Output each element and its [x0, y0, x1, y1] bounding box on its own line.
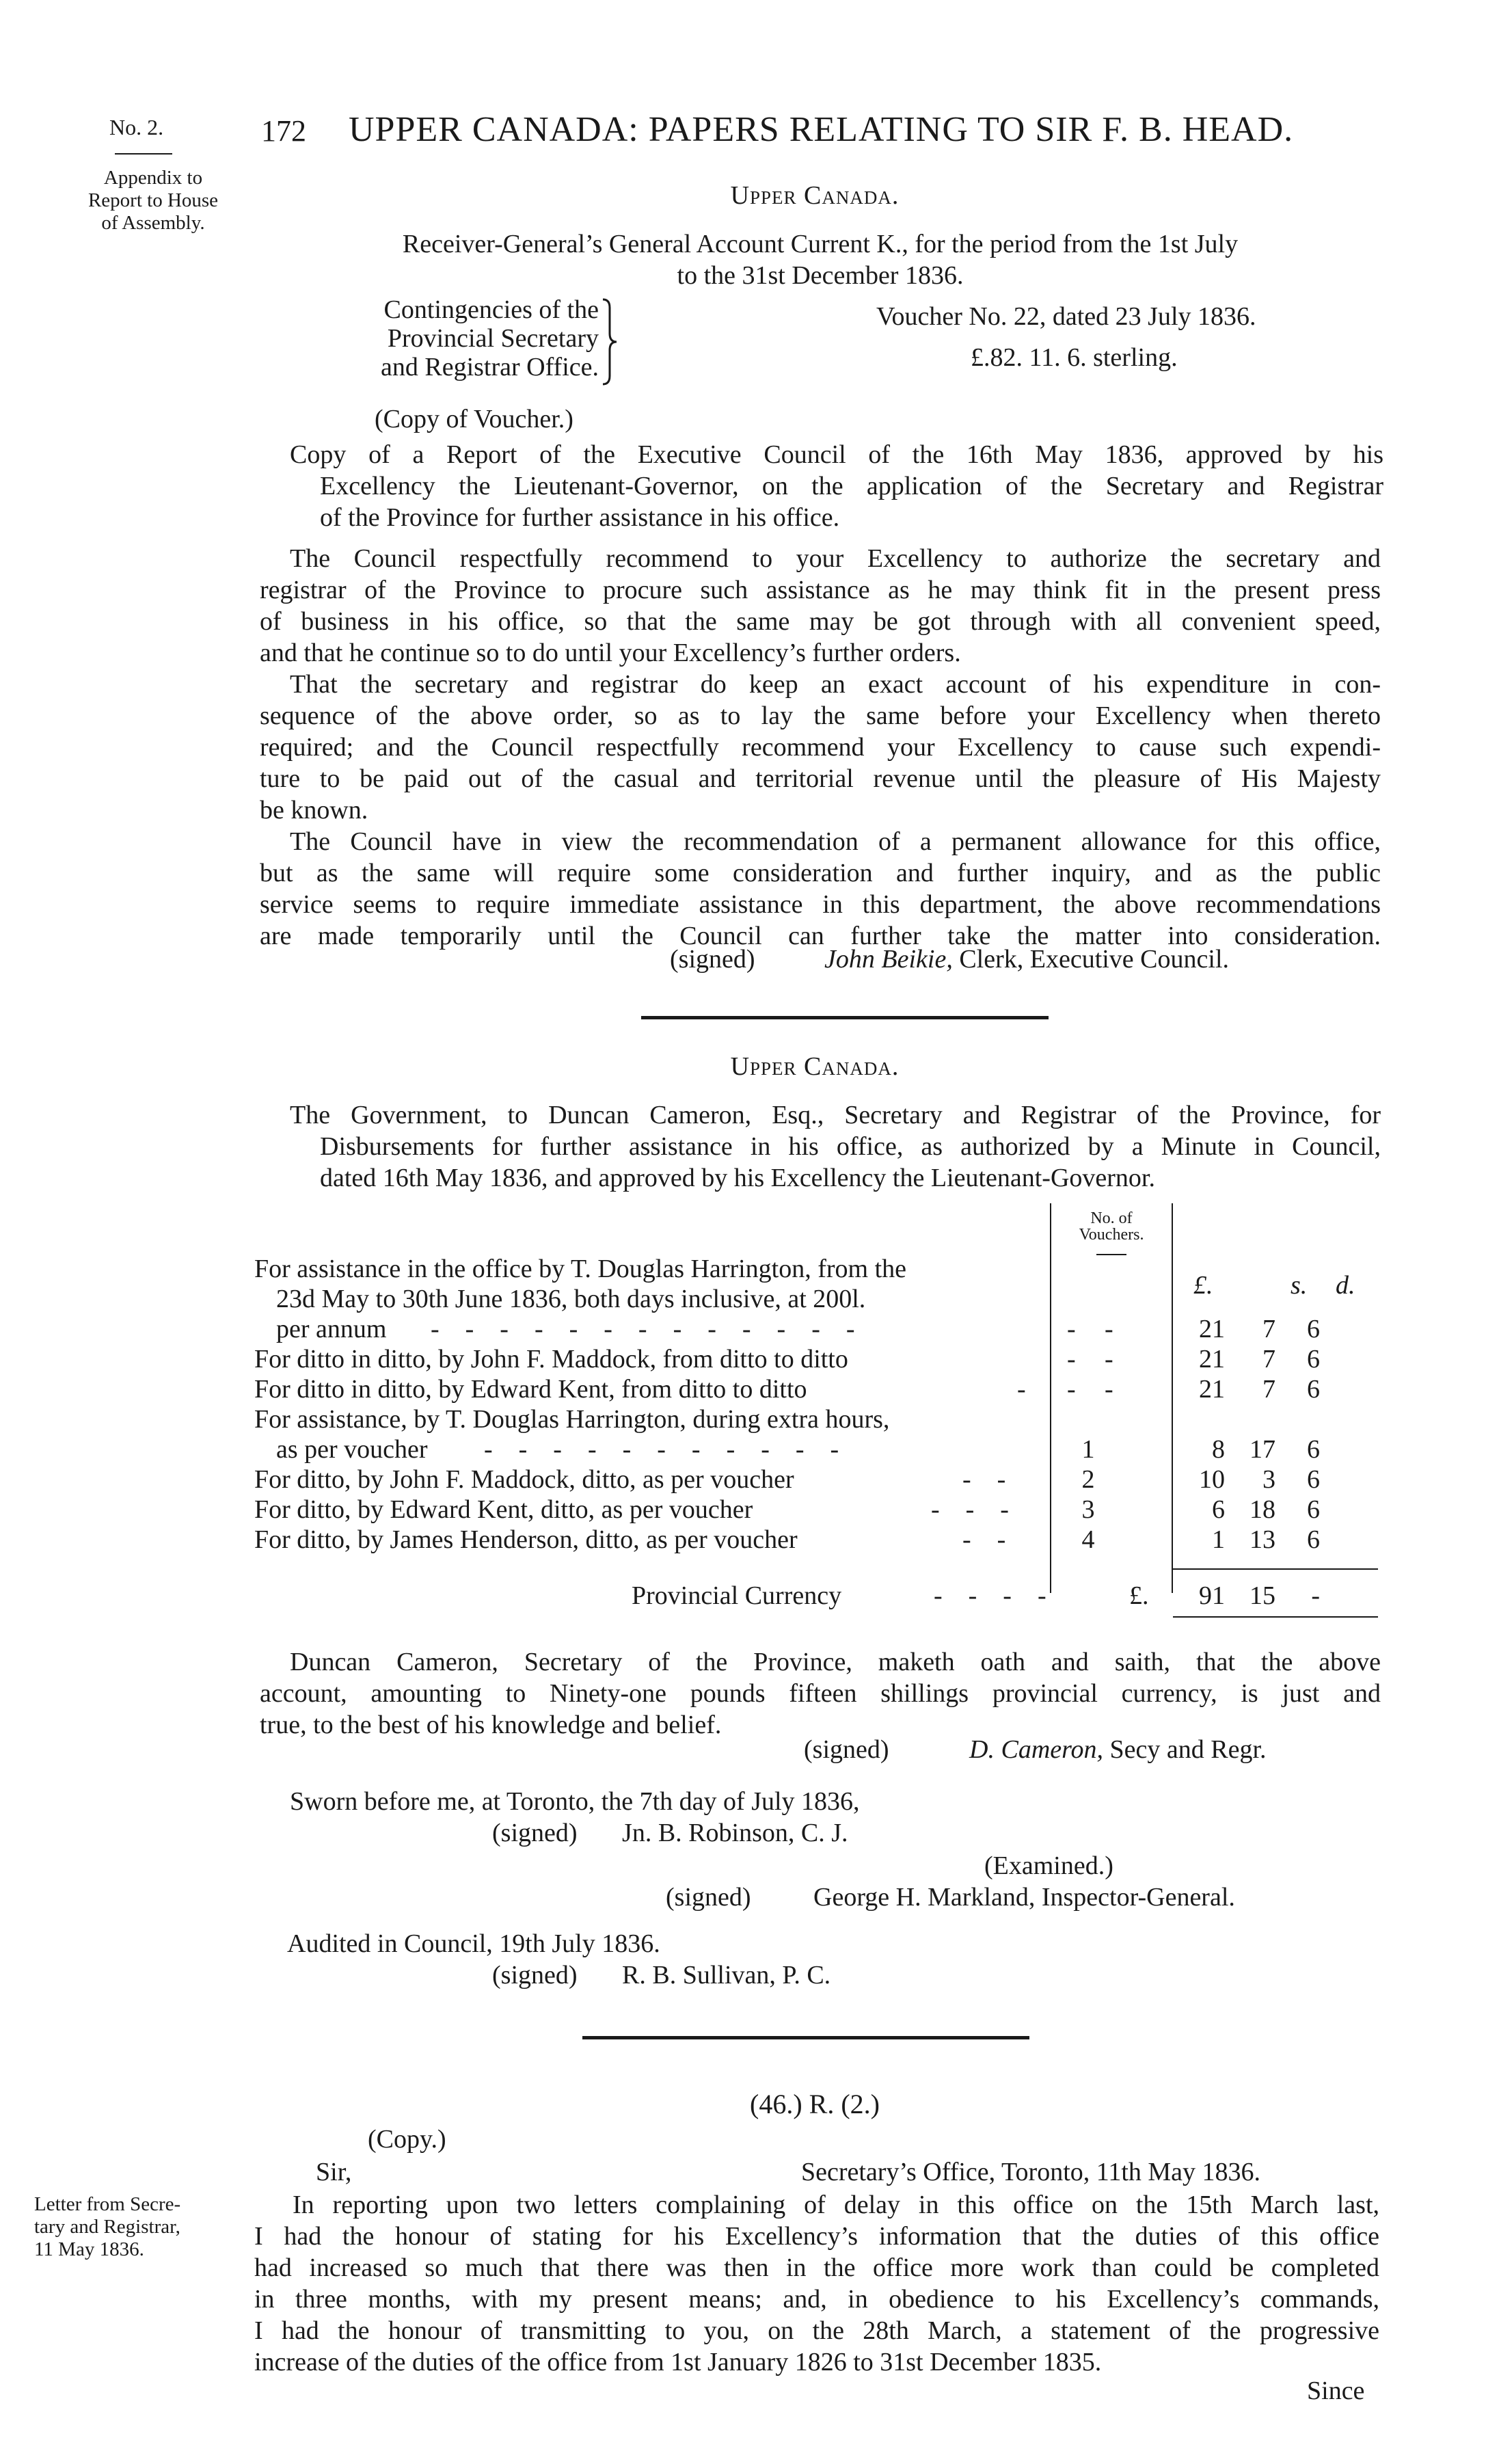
paragraph-line: of business in his office, so that the same may be got through with all convenient speed, [260, 607, 1381, 636]
leader-dots: - - [962, 1525, 1006, 1554]
letter-line: In reporting upon two letters complaining of delay in this office on the 15th March last, [293, 2191, 1379, 2219]
table-row [254, 1464, 1375, 1495]
oath-paragraph [260, 1646, 1381, 1741]
voucher-dash: - [1067, 1345, 1076, 1374]
leader-dots: - - [962, 1465, 1006, 1494]
total-unit: £. [1129, 1581, 1149, 1610]
vouchers-header-line: No. of [1090, 1209, 1133, 1227]
account-title [273, 228, 1367, 291]
table-row [254, 1374, 1375, 1404]
oath-line: account, amounting to Ninety-one pounds fifteen shillings provincial currency, is just and [260, 1679, 1381, 1708]
disbursement-intro [290, 1099, 1381, 1194]
paragraph-line: ture to be paid out of the casual and territorial revenue until the pleasure of His Majesty [260, 764, 1381, 793]
paragraph-line: registrar of the Province to procure such assistance as he may think fit in the present press [260, 576, 1381, 604]
table-row [254, 1344, 1375, 1374]
paragraph-line: The Council respectfully recommend to your Excellency to authorize the secretary and [290, 544, 1381, 573]
table-total-row [254, 1581, 1375, 1611]
account-title-line: to the 31st December 1836. [677, 261, 964, 290]
contingencies-line: and Registrar Office. [380, 353, 599, 381]
row-shillings: 7 [1262, 1345, 1275, 1374]
row-pounds: 6 [1212, 1495, 1225, 1524]
row-description: For ditto, by John F. Maddock, ditto, as per voucher [254, 1465, 794, 1494]
row-shillings: 13 [1249, 1525, 1275, 1554]
total-label: Provincial Currency [632, 1581, 842, 1610]
section-divider [641, 1016, 1049, 1019]
row-pounds: 21 [1199, 1315, 1225, 1343]
paragraph-line: are made temporarily until the Council can further take the matter into consideration. [260, 922, 1381, 950]
report-line: Excellency the Lieutenant-Governor, on the application of the Secretary and Registrar [320, 472, 1383, 500]
signature-line-robinson [492, 1817, 848, 1849]
table-row [254, 1254, 1375, 1284]
council-paragraph-3 [260, 826, 1381, 952]
letter-reference-heading: (46.) R. (2.) [750, 2089, 880, 2119]
robinson-name: Jn. B. Robinson, C. J. [622, 1819, 848, 1847]
margin-note-line: 11 May 1836. [34, 2238, 144, 2260]
total-pence: - [1311, 1581, 1320, 1610]
section-heading-upper-canada-2: Upper Canada. [730, 1052, 900, 1081]
paragraph-line: but as the same will require some consideration and further inquiry, and as the public [260, 859, 1381, 887]
leader-dots: - - - - - - - - - - - [484, 1435, 839, 1464]
signer-title: Clerk, Executive Council. [959, 945, 1230, 974]
row-description: 23d May to 30th June 1836, both days inclusive, at 200l. [276, 1285, 866, 1313]
brace-icon [600, 298, 619, 386]
signature-line-markland [666, 1882, 1235, 1913]
signature-line-sullivan [492, 1959, 830, 1991]
section-divider [582, 2036, 1029, 2039]
voucher-dash: - [1105, 1315, 1113, 1343]
margin-note-line: Appendix to [103, 167, 203, 189]
currency-header-pounds: £. [1193, 1271, 1213, 1300]
intro-line: The Government, to Duncan Cameron, Esq., Secretary and Registrar of the Province, for [290, 1101, 1381, 1129]
margin-rule [115, 153, 172, 155]
leader-dots: - - - - - - - - - - - - - [431, 1315, 855, 1343]
sworn-line: Sworn before me, at Toronto, the 7th day of July 1836, [290, 1787, 860, 1816]
contingencies-label [319, 295, 599, 381]
total-shillings: 15 [1249, 1581, 1275, 1610]
table-row [254, 1404, 1375, 1434]
report-line: of the Province for further assistance in his office. [320, 503, 840, 532]
letter-line: I had the honour of stating for his Excellency’s information that the duties of this office [254, 2222, 1379, 2251]
table-row-continuation [254, 1314, 1375, 1344]
margin-note-line: of Assembly. [101, 212, 205, 234]
letter-body [254, 2189, 1379, 2378]
catchword: Since [1307, 2376, 1365, 2405]
sullivan-name: R. B. Sullivan, P. C. [622, 1961, 831, 1990]
voucher-number: Voucher No. 22, dated 23 July 1836. [876, 302, 1256, 331]
council-paragraph-1 [260, 543, 1381, 669]
row-voucher-number: 4 [1081, 1525, 1095, 1554]
table-row [254, 1495, 1375, 1525]
total-pounds: 91 [1199, 1581, 1225, 1610]
row-voucher-number: 2 [1081, 1465, 1095, 1494]
row-description: For ditto, by James Henderson, ditto, as per voucher [254, 1525, 798, 1554]
voucher-dash: - [1067, 1315, 1076, 1343]
row-pence: 6 [1307, 1465, 1320, 1494]
voucher-dash: - [1105, 1375, 1113, 1404]
signed-label: (signed) [666, 1883, 751, 1912]
signature-line-cameron [804, 1734, 1267, 1765]
row-voucher-number: 3 [1081, 1495, 1095, 1524]
signed-label: (signed) [492, 1819, 578, 1847]
row-pence: 6 [1307, 1435, 1320, 1464]
row-shillings: 3 [1262, 1465, 1275, 1494]
paragraph-line: The Council have in view the recommendation of a permanent allowance for this office, [290, 827, 1381, 856]
contingencies-line: Provincial Secretary [387, 324, 599, 353]
paragraph-line: and that he continue so to do until your Excellency’s further orders. [260, 639, 961, 667]
vouchers-header-line: Vouchers. [1079, 1226, 1144, 1244]
row-pence: 6 [1307, 1315, 1320, 1343]
examined-label: (Examined.) [984, 1851, 1113, 1880]
running-title: UPPER CANADA: PAPERS RELATING TO SIR F. B. HEAD. [349, 110, 1294, 149]
paragraph-line: required; and the Council respectfully recommend your Excellency to cause such expendi- [260, 733, 1381, 762]
document-number: No. 2. [109, 115, 164, 139]
row-voucher-number: 1 [1081, 1435, 1095, 1464]
row-description: For ditto, by Edward Kent, ditto, as per voucher [254, 1495, 753, 1524]
signature-line-beikie [670, 943, 1229, 975]
voucher-dash: - [1067, 1375, 1076, 1404]
office-dateline: Secretary’s Office, Toronto, 11th May 1836. [801, 2158, 1261, 2186]
row-pounds: 10 [1199, 1465, 1225, 1494]
audited-line: Audited in Council, 19th July 1836. [287, 1929, 660, 1958]
page-number: 172 [261, 114, 306, 148]
margin-note-line: tary and Registrar, [34, 2216, 180, 2238]
letter-line: in three months, with my present means; and, in obedience to his Excellency’s commands, [254, 2285, 1379, 2314]
row-pounds: 21 [1199, 1345, 1225, 1374]
copy-of-voucher-label: (Copy of Voucher.) [375, 405, 573, 433]
row-description: For ditto in ditto, by Edward Kent, from ditto to ditto [254, 1375, 807, 1404]
paragraph-line: That the secretary and registrar do keep an exact account of his expenditure in con- [290, 670, 1381, 699]
voucher-amount: £.82. 11. 6. sterling. [971, 343, 1178, 372]
signed-label: (signed) [492, 1961, 578, 1990]
account-title-line: Receiver-General’s General Account Current K., for the period from the 1st July [402, 230, 1239, 258]
row-pence: 6 [1307, 1495, 1320, 1524]
paragraph-line: sequence of the above order, so as to lay the same before your Excellency when thereto [260, 701, 1381, 730]
leader-dots: - - - - [934, 1581, 1046, 1610]
row-shillings: 7 [1262, 1375, 1275, 1404]
voucher-dash: - [1105, 1345, 1113, 1374]
margin-note-letter [27, 2193, 243, 2261]
cameron-name: D. Cameron, [969, 1735, 1104, 1764]
row-shillings: 18 [1249, 1495, 1275, 1524]
row-pounds: 8 [1212, 1435, 1225, 1464]
row-shillings: 7 [1262, 1315, 1275, 1343]
oath-line: true, to the best of his knowledge and belief. [260, 1711, 722, 1739]
paragraph-line: be known. [260, 796, 368, 825]
row-description: as per voucher [276, 1435, 428, 1464]
oath-line: Duncan Cameron, Secretary of the Province, maketh oath and saith, that the above [290, 1648, 1381, 1676]
letter-line: increase of the duties of the office from 1st January 1826 to 31st December 1835. [254, 2348, 1102, 2376]
leader-dots: - - - [931, 1495, 1009, 1524]
copy-label: (Copy.) [368, 2125, 446, 2154]
letter-line: had increased so much that there was then in the office more work than could be completed [254, 2253, 1379, 2282]
cameron-title: Secy and Regr. [1109, 1735, 1267, 1764]
row-pence: 6 [1307, 1345, 1320, 1374]
row-pence: 6 [1307, 1525, 1320, 1554]
council-paragraph-2 [260, 669, 1381, 826]
contingencies-line: Contingencies of the [383, 295, 599, 324]
table-row-continuation [254, 1284, 1375, 1314]
report-heading [290, 439, 1383, 533]
intro-line: dated 16th May 1836, and approved by his Excellency the Lieutenant-Governor. [320, 1164, 1155, 1192]
margin-note-line: Letter from Secre- [34, 2193, 181, 2215]
row-pence: 6 [1307, 1375, 1320, 1404]
row-pounds: 21 [1199, 1375, 1225, 1404]
signer-name: John Beikie, [824, 945, 953, 974]
row-shillings: 17 [1249, 1435, 1275, 1464]
table-row [254, 1525, 1375, 1555]
vouchers-column-header [1051, 1210, 1172, 1255]
row-description: For assistance in the office by T. Douglas Harrington, from the [254, 1255, 907, 1283]
report-line: Copy of a Report of the Executive Council of the 16th May 1836, approved by his [290, 440, 1383, 469]
letter-line: I had the honour of transmitting to you, on the 28th March, a statement of the progressive [254, 2316, 1379, 2345]
section-heading-upper-canada: Upper Canada. [730, 181, 900, 210]
currency-header-shillings: s. [1291, 1271, 1308, 1300]
row-description: For ditto in ditto, by John F. Maddock, from ditto to ditto [254, 1345, 848, 1374]
markland-name: George H. Markland, Inspector-General. [813, 1883, 1235, 1912]
row-pounds: 1 [1212, 1525, 1225, 1554]
salutation: Sir, [316, 2158, 352, 2186]
intro-line: Disbursements for further assistance in his office, as authorized by a Minute in Council, [320, 1132, 1381, 1161]
currency-header-pence: d. [1336, 1271, 1355, 1300]
row-description: per annum [276, 1315, 387, 1343]
total-underline [1173, 1616, 1378, 1618]
leader-dots: - [1017, 1375, 1026, 1404]
signed-label: (signed) [804, 1735, 889, 1764]
margin-note-appendix [51, 167, 256, 235]
row-description: For assistance, by T. Douglas Harrington, during extra hours, [254, 1405, 890, 1434]
paragraph-line: service seems to require immediate assistance in this department, the above recommendations [260, 890, 1381, 919]
table-row-continuation [254, 1434, 1375, 1464]
margin-note-line: Report to House [87, 189, 219, 211]
total-rule [1173, 1568, 1378, 1570]
signed-label: (signed) [670, 945, 755, 974]
